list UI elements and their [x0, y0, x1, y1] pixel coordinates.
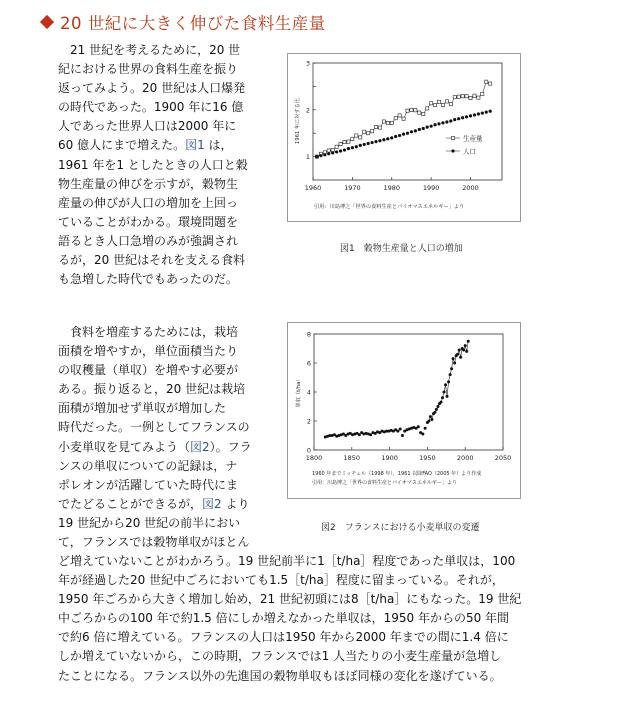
population-point	[441, 121, 444, 124]
production-point	[477, 96, 480, 99]
text-line	[58, 647, 521, 666]
text-run: 中ごろからの100 年で約1.5 倍にしか増えなかった単収は，1950 年からの50 年間	[58, 611, 510, 626]
text-run: で約6 倍に増えている。フランスの人口は1950 年から2000 年までの間に1.4 倍に	[58, 630, 509, 645]
yield-point	[440, 401, 443, 404]
paragraph-3	[58, 552, 521, 686]
population-point	[323, 153, 326, 156]
figure-1-frame	[287, 53, 521, 222]
text-line	[58, 438, 252, 457]
text-line	[58, 136, 248, 155]
population-point	[351, 146, 354, 149]
population-point	[406, 132, 409, 135]
text-line	[58, 270, 248, 289]
x-tick-label: 1800	[305, 454, 323, 462]
production-point	[489, 82, 492, 85]
figure-1-caption: 図1 穀物生産量と人口の増加	[340, 244, 463, 254]
text-line	[58, 60, 248, 79]
yield-point	[447, 380, 450, 383]
x-tick-label: 2000	[456, 454, 474, 462]
text-run: 語るとき人口急増のみが強調され	[58, 233, 239, 248]
text-run: ど増えていないことがわかろう。19 世紀前半に1［t/ha］程度であった単収は，100	[58, 554, 516, 568]
text-line	[58, 323, 252, 342]
production-point	[347, 140, 350, 143]
text-line	[58, 552, 521, 571]
text-run: て，フランスでは穀物単収がほとん	[58, 535, 250, 550]
legend-marker-population	[451, 149, 454, 152]
y-tick-label: 4	[306, 388, 311, 397]
text-line	[58, 98, 248, 117]
y-tick-label: 3	[305, 59, 310, 68]
plot-area	[314, 334, 503, 450]
x-tick-label: 1900	[381, 454, 398, 462]
yield-point	[452, 357, 455, 360]
text-run: でたどることができるが，	[58, 496, 203, 511]
y-tick-label: 2	[306, 417, 311, 426]
text-run: 1961 年を1 としたときの人口と穀	[58, 157, 248, 172]
text-run: るが，20 世紀はそれを支える食料	[58, 253, 246, 268]
section-heading	[40, 10, 326, 34]
yield-point	[443, 391, 446, 394]
figure-2-caption: 図2 フランスにおける小麦単収の変遷	[321, 523, 480, 533]
production-point	[398, 114, 401, 117]
section-title: 20 世紀に大きく伸びた食料生産量	[60, 14, 326, 33]
y-tick-label: 1	[305, 153, 310, 162]
y-tick-label: 8	[306, 330, 311, 339]
yield-point	[458, 348, 461, 351]
text-run: ていることがわかる。環境問題を	[58, 214, 239, 229]
population-point	[386, 137, 389, 140]
population-point	[457, 117, 460, 120]
text-run: も急増した時代でもあったのだ。	[58, 272, 238, 287]
text-run: 食料を増産するためには，栽培	[58, 325, 239, 339]
diamond-bullet-icon	[40, 15, 54, 29]
population-point	[477, 112, 480, 115]
production-point	[406, 109, 409, 112]
text-run: 60 億人にまで増えた。	[58, 138, 186, 153]
figure-2-chart	[288, 323, 520, 498]
x-tick-label: 2050	[494, 454, 512, 462]
production-point	[335, 145, 338, 148]
population-point	[465, 115, 468, 118]
production-point	[453, 96, 456, 99]
yield-point	[459, 356, 462, 359]
population-point	[398, 134, 401, 137]
production-point	[430, 102, 433, 105]
figure-reference: 図2	[202, 496, 222, 511]
text-run: 19 世紀から20 世紀の前半におい	[58, 515, 241, 530]
text-run: 面積を増やすか，単位面積当たり	[58, 344, 239, 359]
yield-point	[436, 405, 439, 408]
legend-label-production: 生産量	[463, 134, 483, 143]
population-point	[485, 111, 488, 114]
population-point	[426, 126, 429, 129]
production-point	[374, 126, 377, 129]
yield-point	[453, 362, 456, 365]
production-point	[485, 80, 488, 83]
production-point	[414, 109, 417, 112]
legend-label-population: 人口	[463, 147, 476, 156]
text-line	[58, 418, 252, 437]
legend-marker-production	[451, 136, 454, 139]
x-tick-label: 1960	[304, 184, 322, 192]
text-line	[58, 590, 521, 609]
yield-point	[467, 340, 470, 343]
population-point	[339, 149, 342, 152]
text-run: の収穫量（単収）を増やす必要が	[58, 363, 239, 378]
population-point	[335, 150, 338, 153]
x-tick-label: 1970	[344, 184, 361, 192]
text-line	[58, 213, 248, 232]
x-tick-label: 1980	[383, 184, 401, 192]
production-point	[390, 121, 393, 124]
text-run: は，	[204, 138, 233, 153]
yield-point	[446, 395, 449, 398]
text-line	[58, 175, 248, 194]
text-run: の時代であった。1900 年に16 億	[58, 100, 244, 115]
text-run: ある。振り返ると，20 世紀は栽培	[58, 382, 246, 397]
production-point	[359, 136, 362, 139]
population-point	[422, 127, 425, 130]
production-point	[410, 108, 413, 111]
population-point	[445, 120, 448, 123]
population-point	[461, 116, 464, 119]
text-line	[58, 361, 252, 380]
population-point	[343, 148, 346, 151]
yield-point	[450, 367, 453, 370]
population-point	[363, 143, 366, 146]
yield-point	[430, 418, 433, 421]
population-point	[394, 135, 397, 138]
population-point	[402, 133, 405, 136]
figure-reference: 図2	[190, 439, 210, 454]
population-point	[374, 140, 377, 143]
yield-point	[456, 353, 459, 356]
text-line	[58, 251, 248, 270]
yield-point	[424, 427, 427, 430]
text-line	[58, 609, 521, 628]
population-point	[433, 123, 436, 126]
figure-reference: 図1	[185, 138, 205, 153]
text-run: 年が経過した20 世紀中ごろにおいても1.5［t/ha］程度に留まっている。それが，	[58, 573, 504, 588]
text-run: 時代だった。一例としてフランスの	[58, 420, 250, 435]
text-line	[58, 232, 248, 251]
text-line	[58, 117, 248, 136]
production-point	[461, 95, 464, 98]
figure-1-chart	[288, 54, 520, 221]
production-point	[402, 117, 405, 120]
population-point	[319, 154, 322, 157]
production-point	[426, 107, 429, 110]
y-tick-label: 6	[306, 359, 311, 368]
yield-point	[417, 425, 420, 428]
text-run: 紀における世界の食料生産を振り	[58, 62, 239, 77]
text-run: ）。フラ	[209, 439, 252, 454]
text-run: 人であった世界人口は2000 年に	[58, 119, 237, 134]
production-point	[445, 100, 448, 103]
text-run: しか増えていないから，この時期，フランスでは1 人当たりの小麦生産量が急増し	[58, 649, 502, 664]
x-tick-label: 1850	[343, 454, 361, 462]
figure-2-frame	[287, 322, 521, 499]
figure-2-source-1: 1960 年までミッチェル（1998 年），1961 以降FAO（2005 年）より作成	[312, 471, 482, 477]
yield-point	[421, 433, 424, 436]
production-point	[457, 95, 460, 98]
yield-point	[429, 415, 432, 418]
population-point	[382, 138, 385, 141]
figure-1-source: 引用：川島博之「世界の食料生産とバイオマスエネルギー」より	[314, 204, 465, 210]
text-run: ポレオンが活躍していた時代にま	[58, 477, 239, 492]
population-point	[331, 151, 334, 154]
y-tick-label: 0	[306, 446, 311, 455]
text-line	[58, 495, 252, 514]
production-point	[382, 120, 385, 123]
text-line	[58, 399, 252, 418]
production-point	[378, 126, 381, 129]
production-point	[437, 100, 440, 103]
text-run: 小麦単収を見てみよう（	[58, 439, 191, 454]
production-point	[473, 94, 476, 97]
text-line	[58, 342, 252, 361]
yield-point	[462, 348, 465, 351]
figure-2-source-2: 引用：川島博之「世界の食料生産とバイオマスエネルギー」より	[312, 480, 457, 486]
x-tick-label: 2000	[462, 184, 479, 192]
yield-point	[435, 408, 438, 411]
text-run: たことになる。フランス以外の先進国の穀物単収もほぼ同様の変化を遂げている。	[58, 668, 502, 683]
yield-point	[358, 433, 361, 436]
population-point	[378, 139, 381, 142]
production-point	[481, 92, 484, 95]
production-point	[422, 112, 425, 115]
text-run: 産量の伸びが人口の増加を上回っ	[58, 195, 239, 210]
yield-point	[449, 373, 452, 376]
production-point	[370, 130, 373, 133]
text-run: 面積が増加せず単収が増加した	[58, 401, 227, 416]
production-point	[418, 111, 421, 114]
production-point	[351, 137, 354, 140]
y-axis-label: 単収（t/ha）	[296, 376, 302, 408]
production-point	[449, 103, 452, 106]
production-point	[367, 132, 370, 135]
production-point	[465, 95, 468, 98]
population-point	[418, 128, 421, 131]
text-line	[58, 457, 252, 476]
text-line	[58, 41, 248, 60]
population-point	[315, 155, 318, 158]
text-line	[58, 194, 248, 213]
text-line	[58, 514, 252, 533]
production-point	[331, 148, 334, 151]
population-point	[355, 145, 358, 148]
population-point	[437, 122, 440, 125]
yield-point	[401, 434, 404, 437]
production-point	[441, 104, 444, 107]
population-point	[347, 147, 350, 150]
production-point	[343, 140, 346, 143]
population-point	[473, 113, 476, 116]
population-point	[449, 119, 452, 122]
text-line	[58, 533, 252, 552]
yield-point	[396, 430, 399, 433]
x-tick-label: 1950	[419, 454, 436, 462]
yield-point	[427, 420, 430, 423]
population-point	[327, 152, 330, 155]
paragraph-2	[58, 323, 252, 552]
production-point	[363, 130, 366, 133]
population-point	[430, 125, 433, 128]
population-point	[367, 142, 370, 145]
text-line	[58, 667, 521, 686]
y-tick-label: 2	[305, 106, 310, 115]
text-run: 物生産量の伸びを示すが，穀物生	[58, 176, 239, 191]
population-point	[481, 111, 484, 114]
plot-area	[313, 63, 502, 180]
paragraph-1	[58, 41, 248, 289]
text-run: ンスの単収についての記録は，ナ	[58, 458, 238, 473]
text-line	[58, 156, 248, 175]
text-line	[58, 571, 521, 590]
yield-point	[441, 396, 444, 399]
text-line	[58, 476, 252, 495]
yield-point	[465, 350, 468, 353]
yield-point	[369, 433, 372, 436]
production-point	[394, 117, 397, 120]
text-line	[58, 628, 521, 647]
yield-point	[433, 411, 436, 414]
production-point	[327, 149, 330, 152]
y-axis-label: 1961 年に対する比	[295, 98, 301, 144]
text-run: 1950 年ごろから大きく増加し始め，21 世紀初頭には8［t/ha］にもなった。19 世紀	[58, 592, 522, 607]
text-run: 21 世紀を考えるために，20 世	[58, 43, 241, 57]
population-point	[489, 110, 492, 113]
production-point	[386, 121, 389, 124]
production-point	[339, 142, 342, 145]
x-tick-label: 1990	[422, 184, 440, 192]
production-point	[433, 104, 436, 107]
text-run: より	[221, 496, 250, 511]
population-point	[469, 114, 472, 117]
population-point	[414, 129, 417, 132]
production-point	[469, 97, 472, 100]
population-point	[359, 144, 362, 147]
yield-point	[399, 427, 402, 430]
text-run: 返ってみよう。20 世紀は人口爆発	[58, 81, 246, 96]
population-point	[410, 130, 413, 133]
population-point	[390, 136, 393, 139]
population-point	[453, 118, 456, 121]
population-point	[370, 141, 373, 144]
production-point	[355, 134, 358, 137]
text-line	[58, 380, 252, 399]
yield-point	[444, 383, 447, 386]
text-line	[58, 79, 248, 98]
yield-point	[464, 344, 467, 347]
